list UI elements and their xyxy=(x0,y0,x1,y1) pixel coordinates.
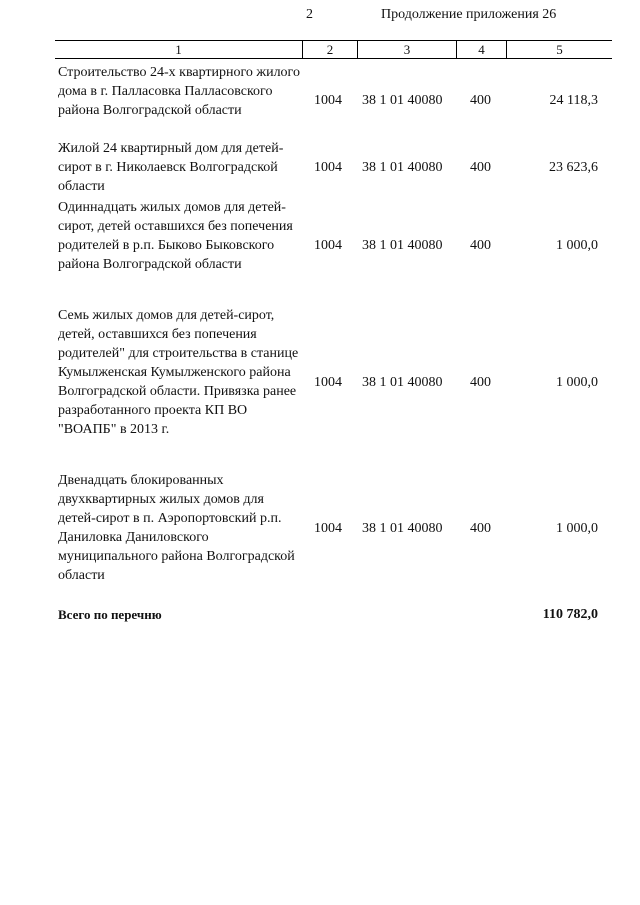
row-amount: 1 000,0 xyxy=(556,375,598,390)
row-section: 1004 xyxy=(314,93,342,108)
column-header-5: 5 xyxy=(556,42,563,57)
row-description: Двенадцать блокированных двухквартирных жилых домов для детей-сирот в п. Аэропортовский р.п. Даниловка Даниловского муниципального района Волгоградской области xyxy=(58,473,295,583)
row-section: 1004 xyxy=(314,238,342,253)
row-section: 1004 xyxy=(314,160,342,175)
row-section: 1004 xyxy=(314,521,342,536)
row-code: 38 1 01 40080 xyxy=(362,521,443,536)
row-amount: 1 000,0 xyxy=(556,521,598,536)
row-type: 400 xyxy=(470,93,491,108)
continuation-title: Продолжение приложения 26 xyxy=(381,7,557,22)
column-header-2: 2 xyxy=(326,42,334,57)
column-header-3: 3 xyxy=(403,42,411,57)
row-code: 38 1 01 40080 xyxy=(362,375,443,390)
row-amount: 23 623,6 xyxy=(549,160,598,175)
row-amount: 1 000,0 xyxy=(556,238,598,253)
total-amount: 110 782,0 xyxy=(542,607,598,622)
row-code: 38 1 01 40080 xyxy=(362,93,443,108)
column-header-4: 4 xyxy=(478,42,485,57)
row-type: 400 xyxy=(470,375,491,390)
column-header-1: 1 xyxy=(175,42,182,57)
row-code: 38 1 01 40080 xyxy=(362,160,443,175)
row-code: 38 1 01 40080 xyxy=(362,238,443,253)
row-type: 400 xyxy=(470,238,491,253)
row-type: 400 xyxy=(470,521,491,536)
row-description: Жилой 24 квартирный дом для детей-сирот в г. Николаевск Волгоградской области xyxy=(58,141,284,194)
row-description: Одиннадцать жилых домов для детей-сирот, детей оставшихся без попечения родителей в р.п. Быково Быковского района Волгоградской области xyxy=(58,200,293,272)
row-amount: 24 118,3 xyxy=(549,93,598,108)
row-description: Строительство 24-х квартирного жилого дома в г. Палласовка Палласовского района Волгоградской области xyxy=(58,65,300,118)
page-number: 2 xyxy=(306,7,313,22)
row-type: 400 xyxy=(470,160,491,175)
header-bottom-rule xyxy=(55,58,612,59)
row-description: Семь жилых домов для детей-сирот, детей, оставшихся без попечения родителей" для строительства в станице Кумылженская Кумылженского района Волгоградской области. Привязка ранее разработанного проекта КП ВО "ВОАПБ" в 2013 г. xyxy=(58,308,299,437)
total-label: Всего по перечню xyxy=(58,607,162,622)
row-section: 1004 xyxy=(314,375,342,390)
